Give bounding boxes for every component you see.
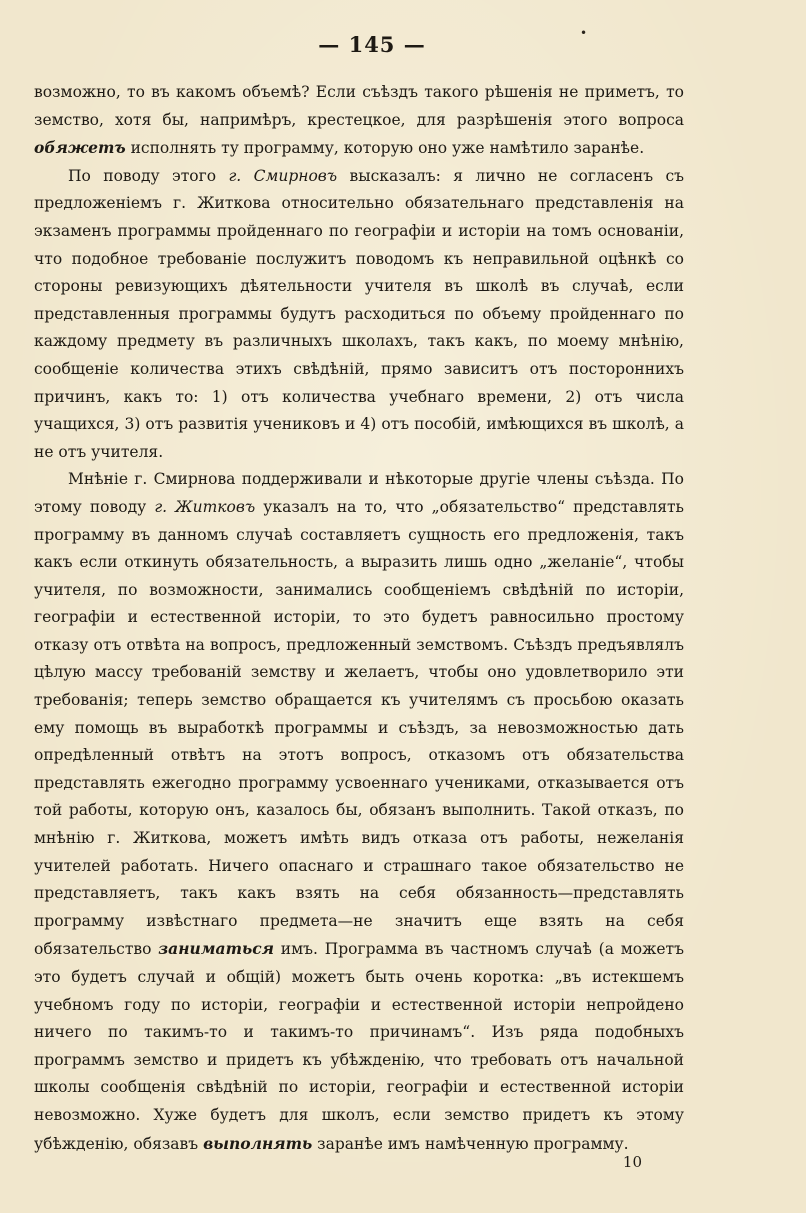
emphasized-word: г. Смирновъ: [228, 166, 338, 185]
emphasized-word: г. Житковъ: [154, 497, 256, 516]
paragraph-1: [34, 79, 684, 163]
text-run: заранѣе имъ намѣченную программу.: [312, 1134, 629, 1153]
text-run: Мнѣніе г. Смирнова поддерживали и нѣкоторые другіе члены съѣзда. По этому поводу: [34, 470, 684, 516]
page-number: — 145 —: [318, 32, 426, 57]
ink-mark: •: [580, 26, 588, 40]
text-run: высказалъ: я лично не согласенъ съ предложеніемъ г. Житкова относительно обязательнаго представленія на экзаменъ программы пройденнаго по географіи и исторіи на томъ основаніи, что подобное требованіе послужитъ поводомъ къ неправильной оцѣнкѣ со стороны ревизующихъ дѣятельности учителя въ школѣ въ случаѣ, если представленныя программы будутъ расходиться по объему пройденнаго по каждому предмету въ различныхъ школахъ, такъ какъ, по моему мнѣнію, сообщеніе количества этихъ свѣдѣній, прямо зависитъ отъ постороннихъ причинъ, какъ то: 1) отъ количества учебнаго времени, 2) отъ числа учащихся, 3) отъ развитія учениковъ и 4) отъ пособій, имѣющихся въ школѣ, а не отъ учителя.: [34, 166, 684, 461]
text-run: По поводу этого: [68, 166, 229, 185]
text-run: имъ. Программа въ частномъ случаѣ (а можетъ это будетъ случай и общій) можетъ быть очень коротка: „въ истекшемъ учебномъ году по исторіи, географіи и естественной исторіи непройдено ничего по такимъ-то и такимъ-то причинамъ“. Изъ ряда подобныхъ программъ земство и придетъ къ убѣжденію, что требовать отъ начальной школы сообщенія свѣдѣній по исторіи, географіи и естественной исторіи невозможно. Хуже будетъ для школъ, если земство придетъ къ этому убѣжденію, обязавъ: [34, 940, 684, 1153]
emphasized-word: обяжетъ: [34, 138, 126, 158]
body-text: [34, 79, 684, 1158]
text-run: исполнять ту программу, которую оно уже намѣтило заранѣе.: [125, 139, 645, 158]
printer-signature-number: 10: [622, 1153, 642, 1171]
text-run: указалъ на то, что „обязательство“ представлять программу въ данномъ случаѣ составляетъ сущность его предложенія, такъ какъ если откинуть обязательность, а выразить лишь одно „желаніе“, чтобы учителя, по возможности, занимались сообщеніемъ свѣдѣній по исторіи, географіи и естественной исторіи, то это будетъ равносильно простому отказу отъ отвѣта на вопросъ, предложенный земствомъ. Съѣздъ предъявлялъ цѣлую массу требованій земству и желаетъ, чтобы оно удовлетворило эти требованія; теперь земство обращается къ учителямъ съ просьбою оказать ему помощь въ выработкѣ программы и съѣздъ, за невозможностью дать опредѣленный отвѣтъ на этотъ вопросъ, отказомъ отъ обязательства представлять ежегодно программу усвоеннаго учениками, отказывается отъ той работы, которую онъ, казалось бы, обязанъ выполнить. Такой отказъ, по мнѣнію г. Житкова, можетъ имѣть видъ отказа отъ работы, нежеланія учителей работать. Ничего опаснаго и страшнаго такое обязательство не представляетъ, такъ какъ взять на себя обязанность—представлять программу извѣстнаго предмета—не значитъ еще взять на себя обязательство: [34, 497, 684, 959]
paragraph-2: [34, 163, 684, 467]
paragraph-3: [34, 466, 684, 1158]
emphasized-word: выполнять: [203, 1133, 313, 1153]
text-run: возможно, то въ какомъ объемѣ? Если съѣздъ такого рѣшенія не приметъ, то земство, хотя бы, напримѣръ, крестецкое, для разрѣшенія этого вопроса: [34, 83, 684, 129]
emphasized-word: заниматься: [158, 939, 274, 959]
